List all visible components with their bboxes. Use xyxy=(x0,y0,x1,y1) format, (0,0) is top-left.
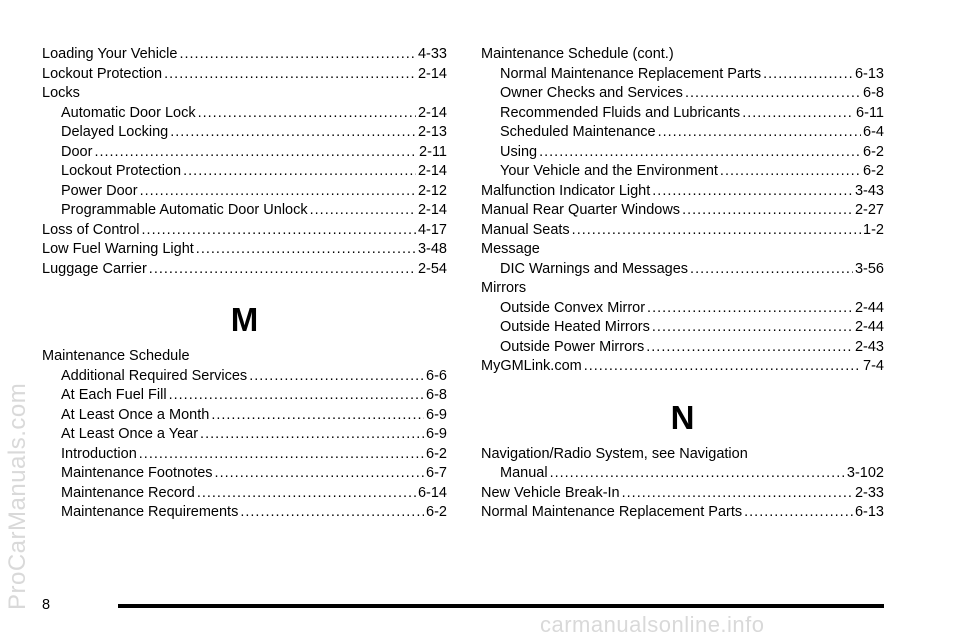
dot-leader xyxy=(240,503,424,523)
index-entry[interactable] xyxy=(481,357,884,377)
entry-label: Maintenance Footnotes xyxy=(61,465,213,481)
dot-leader xyxy=(249,367,424,387)
index-subentry[interactable] xyxy=(42,182,447,202)
entry-label: Luggage Carrier xyxy=(42,260,147,277)
entry-label: Door xyxy=(61,143,93,160)
entry-label: Additional Required Services xyxy=(61,367,248,384)
dot-leader xyxy=(539,143,861,163)
index-subentry[interactable] xyxy=(42,386,447,406)
dot-leader xyxy=(584,357,861,377)
entry-label: Power Door xyxy=(61,182,138,199)
dot-leader xyxy=(652,182,853,202)
watermark-bottom: carmanualsonline.info xyxy=(540,612,765,637)
dot-leader xyxy=(200,425,424,445)
entry-label: DIC Warnings and Messages xyxy=(500,260,689,277)
entry-page-ref: 6-2 xyxy=(863,143,884,160)
index-entry[interactable] xyxy=(481,201,884,221)
index-column-right xyxy=(481,45,884,523)
entry-label: Outside Convex Mirror xyxy=(500,299,646,316)
index-column-left xyxy=(42,45,447,523)
entry-label: Recommended Fluids and Lubricants xyxy=(500,104,741,121)
entry-page-ref: 6-7 xyxy=(426,465,447,481)
entry-label: Scheduled Maintenance xyxy=(500,124,656,140)
index-subentry[interactable] xyxy=(42,445,447,465)
entry-page-ref: 3-56 xyxy=(854,260,884,277)
index-subentry[interactable] xyxy=(481,65,884,85)
entry-label: At Each Fuel Fill xyxy=(61,387,167,403)
dot-leader xyxy=(198,104,416,124)
index-entry[interactable] xyxy=(481,484,884,504)
index-subentry[interactable] xyxy=(42,162,447,182)
dot-leader xyxy=(164,65,416,85)
dot-leader xyxy=(720,162,861,182)
entry-label: Introduction xyxy=(61,445,137,462)
index-subentry[interactable] xyxy=(42,367,447,387)
index-subentry[interactable] xyxy=(481,260,884,280)
entry-page-ref: 2-33 xyxy=(854,484,884,501)
dot-leader xyxy=(763,65,853,85)
section-letter: M xyxy=(230,301,259,338)
dot-leader xyxy=(310,201,416,221)
entry-page-ref: 6-2 xyxy=(426,445,447,462)
dot-leader xyxy=(183,162,416,182)
dot-leader xyxy=(211,406,424,426)
entry-label: Manual Rear Quarter Windows xyxy=(481,202,681,218)
entry-page-ref: 6-11 xyxy=(856,104,884,121)
entry-label: Lockout Protection xyxy=(42,65,163,82)
entry-page-ref: 4-33 xyxy=(417,46,447,62)
dot-leader xyxy=(572,221,861,241)
dot-leader xyxy=(94,143,417,163)
entry-label: Normal Maintenance Replacement Parts xyxy=(500,65,762,82)
entry-page-ref: 2-13 xyxy=(417,124,447,140)
entry-page-ref: 4-17 xyxy=(417,221,447,238)
dot-leader xyxy=(196,240,416,260)
entry-page-ref: 6-8 xyxy=(426,387,447,403)
dot-leader xyxy=(685,84,861,104)
index-entry[interactable] xyxy=(42,221,447,241)
entry-page-ref: 2-54 xyxy=(417,260,447,277)
entry-label: Delayed Locking xyxy=(61,124,169,140)
entry-label: Low Fuel Warning Light xyxy=(42,241,194,257)
entry-page-ref: 6-9 xyxy=(426,426,447,442)
index-subentry[interactable] xyxy=(481,464,884,484)
entry-label: Your Vehicle and the Environment xyxy=(500,163,718,179)
entry-page-ref: 1-2 xyxy=(863,221,884,238)
entry-page-ref: 2-14 xyxy=(417,202,447,218)
dot-leader xyxy=(682,201,853,221)
entry-label: Normal Maintenance Replacement Parts xyxy=(481,504,743,520)
index-subentry[interactable] xyxy=(42,484,447,504)
entry-page-ref: 6-4 xyxy=(863,124,884,140)
entry-page-ref: 6-8 xyxy=(863,85,884,101)
entry-page-ref: 6-2 xyxy=(863,163,884,179)
entry-label: Loading Your Vehicle xyxy=(42,46,178,62)
index-subentry[interactable] xyxy=(42,123,447,143)
entry-page-ref: 2-14 xyxy=(417,104,447,121)
dot-leader xyxy=(215,464,424,484)
entry-label: Malfunction Indicator Light xyxy=(481,182,651,199)
dot-leader xyxy=(652,318,853,338)
entry-label: Manual Seats xyxy=(481,221,570,238)
dot-leader xyxy=(742,104,854,124)
entry-label: Owner Checks and Services xyxy=(500,85,683,101)
index-subentry[interactable] xyxy=(42,464,447,484)
dot-leader xyxy=(140,182,416,202)
index-heading: Locks xyxy=(42,85,80,101)
index-entry[interactable] xyxy=(481,221,884,241)
watermark-vertical: ProCarManuals.com xyxy=(4,382,31,610)
index-heading: Navigation/Radio System, see Navigation xyxy=(481,445,748,462)
entry-label: Maintenance Record xyxy=(61,484,195,501)
entry-label: Programmable Automatic Door Unlock xyxy=(61,202,308,218)
entry-label: Loss of Control xyxy=(42,221,140,238)
entry-label: Outside Heated Mirrors xyxy=(500,319,650,335)
dot-leader xyxy=(550,464,845,484)
index-subentry[interactable] xyxy=(481,84,884,104)
entry-page-ref: 3-48 xyxy=(417,241,447,257)
entry-label: Manual xyxy=(500,465,548,481)
entry-page-ref: 2-43 xyxy=(854,338,884,355)
entry-label: Automatic Door Lock xyxy=(61,104,196,121)
entry-page-ref: 2-14 xyxy=(417,65,447,82)
entry-page-ref: 3-102 xyxy=(846,465,884,481)
entry-label: Outside Power Mirrors xyxy=(500,338,645,355)
index-entry[interactable] xyxy=(42,45,447,65)
dot-leader xyxy=(169,386,424,406)
index-heading: Maintenance Schedule xyxy=(42,348,190,364)
entry-page-ref: 6-13 xyxy=(854,65,884,82)
dot-leader xyxy=(179,45,416,65)
entry-page-ref: 2-44 xyxy=(854,319,884,335)
entry-page-ref: 6-6 xyxy=(426,367,447,384)
entry-label: At Least Once a Year xyxy=(61,426,199,442)
dot-leader xyxy=(139,445,424,465)
dot-leader xyxy=(197,484,416,504)
entry-page-ref: 6-14 xyxy=(417,484,447,501)
index-subentry[interactable] xyxy=(42,425,447,445)
index-entry[interactable] xyxy=(481,182,884,202)
entry-page-ref: 6-2 xyxy=(426,504,447,520)
entry-label: New Vehicle Break-In xyxy=(481,484,620,501)
dot-leader xyxy=(170,123,416,143)
entry-label: At Least Once a Month xyxy=(61,406,210,423)
index-subentry[interactable] xyxy=(481,338,884,358)
index-subentry[interactable] xyxy=(42,143,447,163)
index-entry[interactable] xyxy=(42,240,447,260)
entry-page-ref: 3-43 xyxy=(854,182,884,199)
dot-leader xyxy=(646,338,853,358)
entry-page-ref: 2-11 xyxy=(419,143,447,160)
entry-page-ref: 2-14 xyxy=(417,163,447,179)
entry-page-ref: 2-12 xyxy=(417,182,447,199)
index-subentry[interactable] xyxy=(42,201,447,221)
index-entry[interactable] xyxy=(42,260,447,280)
entry-page-ref: 6-13 xyxy=(854,504,884,520)
entry-label: Lockout Protection xyxy=(61,163,182,179)
entry-label: MyGMLink.com xyxy=(481,358,582,374)
index-entry[interactable] xyxy=(481,503,884,523)
index-subentry[interactable] xyxy=(481,318,884,338)
dot-leader xyxy=(744,503,853,523)
index-subentry[interactable] xyxy=(42,406,447,426)
dot-leader xyxy=(622,484,853,504)
index-heading: Mirrors xyxy=(481,280,527,296)
dot-leader xyxy=(647,299,853,319)
entry-label: Maintenance Requirements xyxy=(61,504,239,520)
index-subentry[interactable] xyxy=(481,143,884,163)
index-subentry[interactable] xyxy=(481,104,884,124)
index-subentry[interactable] xyxy=(481,162,884,182)
index-subentry[interactable] xyxy=(42,104,447,124)
index-heading: Maintenance Schedule (cont.) xyxy=(481,46,674,62)
footer-rule xyxy=(118,604,884,608)
index-subentry[interactable] xyxy=(481,299,884,319)
index-entry[interactable] xyxy=(42,65,447,85)
section-letter: N xyxy=(670,398,695,436)
entry-page-ref: 2-27 xyxy=(854,202,884,218)
dot-leader xyxy=(149,260,416,280)
dot-leader xyxy=(658,123,861,143)
entry-page-ref: 2-44 xyxy=(854,299,884,316)
index-heading: Message xyxy=(481,241,540,257)
dot-leader xyxy=(142,221,416,241)
entry-page-ref: 6-9 xyxy=(426,406,447,423)
dot-leader xyxy=(690,260,853,280)
index-subentry[interactable] xyxy=(42,503,447,523)
entry-label: Using xyxy=(500,143,538,160)
page-number: 8 xyxy=(42,597,51,613)
index-subentry[interactable] xyxy=(481,123,884,143)
entry-page-ref: 7-4 xyxy=(863,358,884,374)
